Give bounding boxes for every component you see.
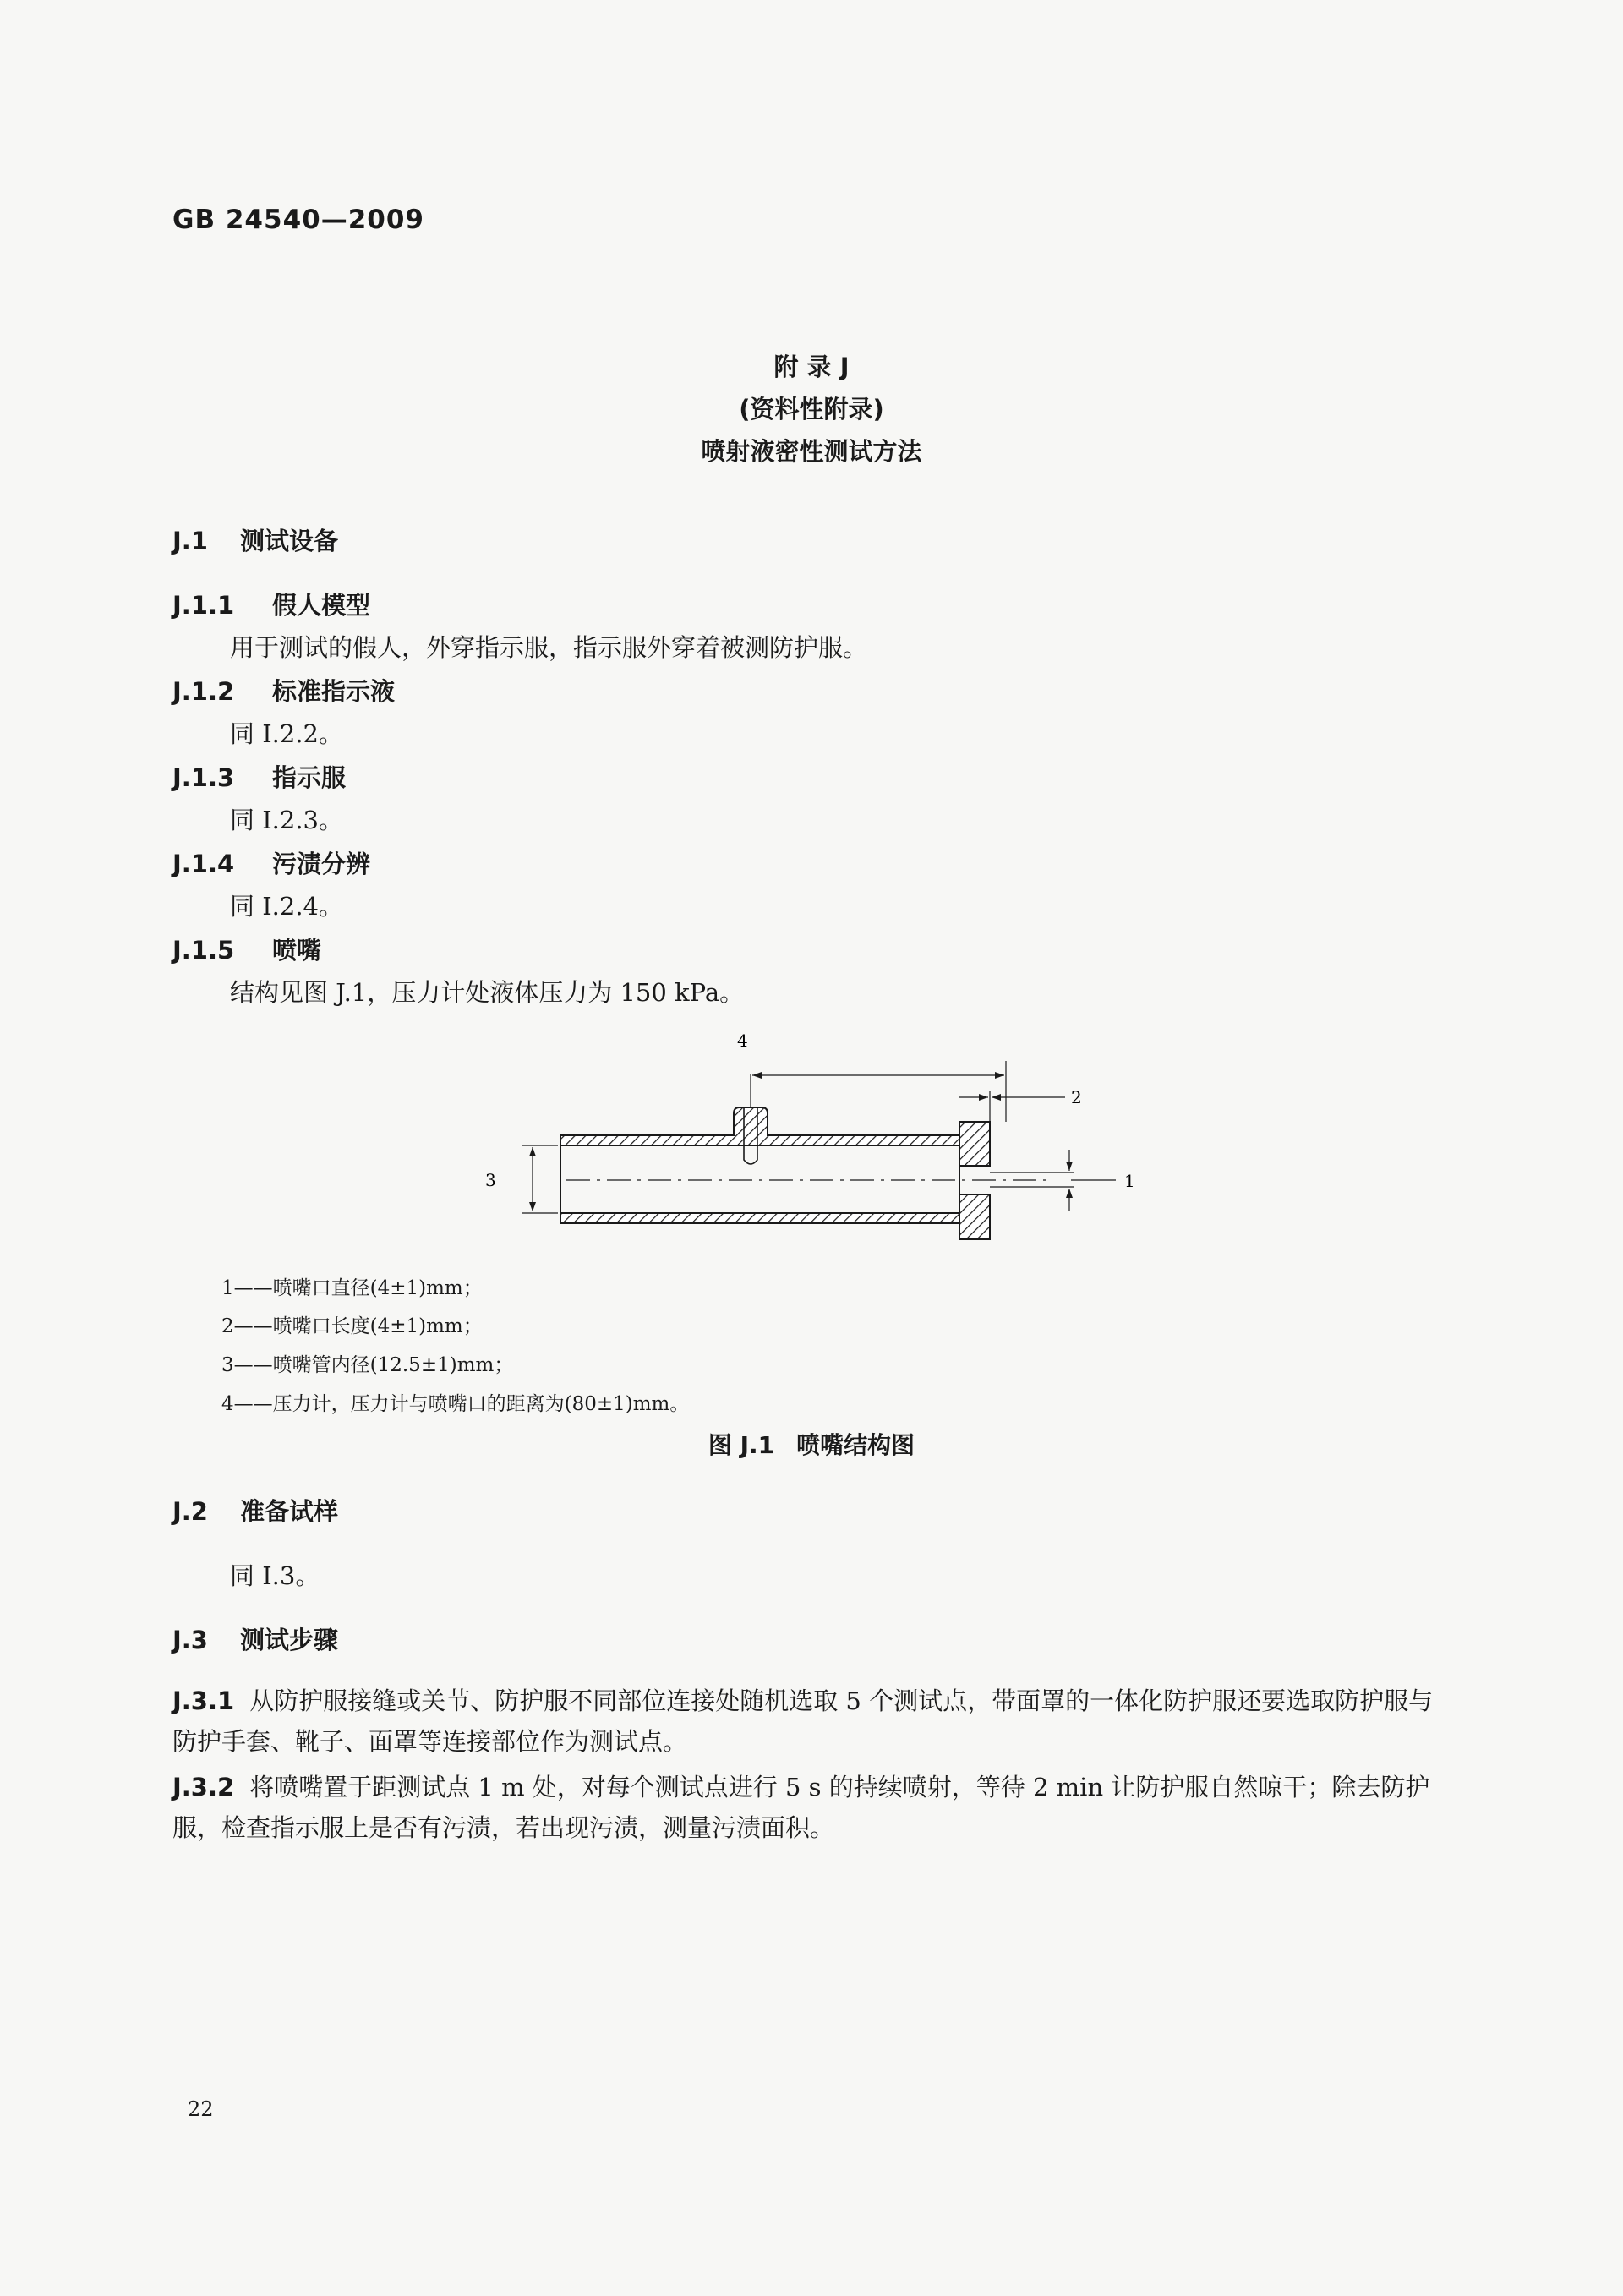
paragraph-number: J.3.1 [172,1686,235,1715]
legend-item: 4——压力计，压力计与喷嘴口的距离为(80±1)mm。 [221,1393,690,1415]
subsection-j1-2 [172,673,395,708]
subsection-title: 假人模型 [272,591,371,620]
legend-item: 3——喷嘴管内径(12.5±1)mm； [221,1354,514,1376]
subsection-j1-3-text: 同 I.2.3。 [230,806,344,834]
figure-caption-number: 图 J.1 [708,1431,775,1459]
subsection-number: J.1.5 [172,936,235,965]
section-j2-text: 同 I.3。 [230,1561,320,1590]
subsection-number: J.1.1 [172,591,235,620]
section-title: 测试步骤 [240,1626,339,1654]
subsection-title: 喷嘴 [272,936,322,965]
section-j1 [172,522,338,557]
section-number: J.1 [172,527,208,555]
legend-item: 2——喷嘴口长度(4±1)mm； [221,1315,483,1337]
section-number: J.3 [172,1626,208,1654]
subsection-j1-2-text: 同 I.2.2。 [230,719,344,748]
section-j2 [172,1493,338,1528]
subsection-number: J.1.2 [172,677,235,706]
figure-caption [0,1427,1623,1461]
standard-number: GB 24540—2009 [172,205,424,235]
callout-3: 3 [485,1170,496,1190]
nozzle-diagram [440,1023,1167,1268]
appendix-type: (资料性附录) [739,395,884,424]
paragraph-number: J.3.2 [172,1773,235,1801]
subsection-j1-4 [172,845,370,880]
legend-item: 1——喷嘴口直径(4±1)mm； [221,1277,483,1299]
callout-1: 1 [1124,1171,1135,1191]
callout-2: 2 [1071,1087,1082,1107]
subsection-j1-5-text: 结构见图 J.1，压力计处液体压力为 150 kPa。 [230,978,745,1007]
subsection-title: 污渍分辨 [272,850,371,878]
subsection-j1-5 [172,932,321,966]
appendix-title: 喷射液密性测试方法 [701,437,922,466]
section-number: J.2 [172,1497,208,1526]
appendix-label: 附 录 J [773,353,850,381]
section-title: 测试设备 [240,527,339,555]
subsection-j1-1-text: 用于测试的假人，外穿指示服，指示服外穿着被测防护服。 [230,633,868,662]
section-j3 [172,1621,338,1656]
paragraph-text: 将喷嘴置于距测试点 1 m 处，对每个测试点进行 5 s 的持续喷射，等待 2 min 让防护服自然晾干；除去防护服，检查指示服上是否有污渍，若出现污渍，测量污渍面积。 [172,1773,1430,1842]
paragraph-j3-2 [172,1767,1440,1848]
section-title: 准备试样 [240,1497,339,1526]
paragraph-text: 从防护服接缝或关节、防护服不同部位连接处随机选取 5 个测试点，带面罩的一体化防护服还要选取防护服与防护手套、靴子、面罩等连接部位作为测试点。 [172,1686,1434,1756]
figure-caption-title: 喷嘴结构图 [796,1431,915,1459]
paragraph-j3-1 [172,1681,1440,1762]
subsection-number: J.1.3 [172,763,235,792]
subsection-j1-3 [172,759,346,794]
callout-4: 4 [737,1030,748,1051]
subsection-title: 指示服 [272,763,347,792]
page-number: 22 [188,2097,214,2121]
subsection-j1-4-text: 同 I.2.4。 [230,892,344,921]
subsection-title: 标准指示液 [272,677,396,706]
subsection-number: J.1.4 [172,850,235,878]
subsection-j1-1 [172,587,370,621]
